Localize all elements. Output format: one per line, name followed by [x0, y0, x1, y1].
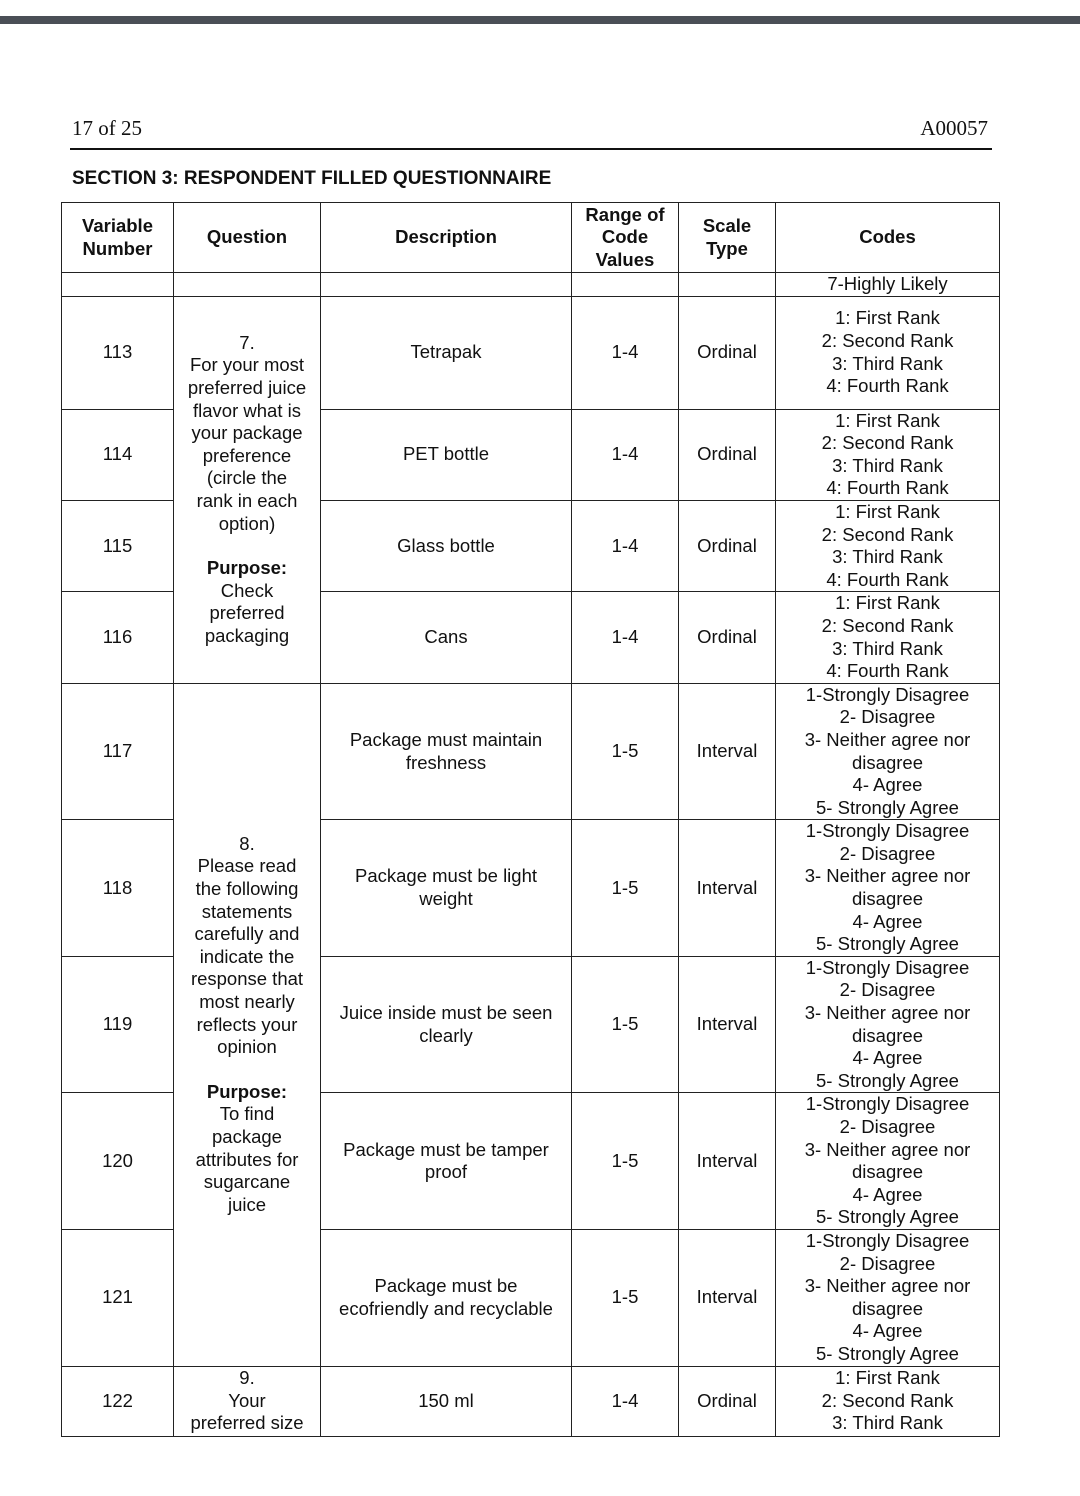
table-row — [62, 296, 1000, 409]
variable-number: 113 — [62, 296, 174, 409]
codes-cell: 1: First Rank 2: Second Rank 3: Third Rank 4: Fourth Rank — [776, 592, 1000, 683]
description: Package must be tamper proof — [321, 1093, 572, 1230]
codes-cell: 1-Strongly Disagree 2- Disagree 3- Neither agree nor disagree 4- Agree 5- Strongly Agree — [776, 820, 1000, 957]
scale-type: Ordinal — [679, 1366, 776, 1436]
code-range: 1-5 — [572, 956, 679, 1093]
codes-cell: 1-Strongly Disagree 2- Disagree 3- Neither agree nor disagree 4- Agree 5- Strongly Agree — [776, 1229, 1000, 1366]
col-header-scale-type: Scale Type — [679, 203, 776, 273]
table-row — [62, 1366, 1000, 1436]
codes-cell: 1-Strongly Disagree 2- Disagree 3- Neither agree nor disagree 4- Agree 5- Strongly Agree — [776, 1093, 1000, 1230]
scale-type: Interval — [679, 1229, 776, 1366]
code-range: 1-5 — [572, 1229, 679, 1366]
description: 150 ml — [321, 1366, 572, 1436]
code-range: 1-5 — [572, 1093, 679, 1230]
col-header-range: Range of Code Values — [572, 203, 679, 273]
question-9-cell: 9. Your preferred size — [174, 1366, 321, 1436]
variable-number: 114 — [62, 409, 174, 500]
col-header-description: Description — [321, 203, 572, 273]
scale-type: Interval — [679, 683, 776, 820]
table-row-continuation — [62, 273, 1000, 297]
document-id: A00057 — [920, 116, 988, 140]
description: Glass bottle — [321, 500, 572, 591]
codes-cell: 1-Strongly Disagree 2- Disagree 3- Neither agree nor disagree 4- Agree 5- Strongly Agree — [776, 956, 1000, 1093]
description: PET bottle — [321, 409, 572, 500]
codes-cell: 1: First Rank 2: Second Rank 3: Third Rank 4: Fourth Rank — [776, 409, 1000, 500]
codes-cell: 1: First Rank 2: Second Rank 3: Third Rank 4: Fourth Rank — [776, 296, 1000, 409]
section-title: SECTION 3: RESPONDENT FILLED QUESTIONNAIRE — [72, 168, 552, 189]
description: Package must be ecofriendly and recyclable — [321, 1229, 572, 1366]
col-header-question: Question — [174, 203, 321, 273]
variable-number: 117 — [62, 683, 174, 820]
code-range: 1-4 — [572, 1366, 679, 1436]
table-row — [62, 683, 1000, 820]
code-range: 1-4 — [572, 296, 679, 409]
col-header-codes: Codes — [776, 203, 1000, 273]
page-number: 17 of 25 — [72, 116, 142, 140]
codes-cell: 1: First Rank 2: Second Rank 3: Third Rank 4: Fourth Rank — [776, 500, 1000, 591]
variable-number: 115 — [62, 500, 174, 591]
scale-type: Interval — [679, 1093, 776, 1230]
scale-type: Ordinal — [679, 592, 776, 683]
scale-type: Interval — [679, 820, 776, 957]
variable-number: 118 — [62, 820, 174, 957]
scale-type: Interval — [679, 956, 776, 1093]
description: Package must be light weight — [321, 820, 572, 957]
codes-cell: 7-Highly Likely — [776, 273, 1000, 297]
code-range: 1-5 — [572, 820, 679, 957]
scale-type: Ordinal — [679, 296, 776, 409]
scale-type: Ordinal — [679, 409, 776, 500]
questionnaire-table — [61, 202, 1000, 1437]
variable-number: 120 — [62, 1093, 174, 1230]
codes-cell: 1: First Rank 2: Second Rank 3: Third Rank — [776, 1366, 1000, 1436]
codes-cell: 1-Strongly Disagree 2- Disagree 3- Neither agree nor disagree 4- Agree 5- Strongly Agree — [776, 683, 1000, 820]
variable-number: 121 — [62, 1229, 174, 1366]
description: Tetrapak — [321, 296, 572, 409]
code-range: 1-4 — [572, 592, 679, 683]
code-range: 1-5 — [572, 683, 679, 820]
table-header-row — [62, 203, 1000, 273]
scale-type: Ordinal — [679, 500, 776, 591]
description: Package must maintain freshness — [321, 683, 572, 820]
variable-number: 119 — [62, 956, 174, 1093]
page-header — [70, 114, 992, 150]
question-7-cell: 7. For your most preferred juice flavor what is your package preference (circle the rank in each option) Purpose: Check preferred packaging — [174, 296, 321, 683]
question-8-cell: 8. Please read the following statements carefully and indicate the response that most nearly reflects your opinion Purpose: To find package attributes for sugarcane juice — [174, 683, 321, 1366]
code-range: 1-4 — [572, 500, 679, 591]
variable-number: 122 — [62, 1366, 174, 1436]
col-header-variable-number: Variable Number — [62, 203, 174, 273]
description: Cans — [321, 592, 572, 683]
top-bar — [0, 16, 1080, 24]
description: Juice inside must be seen clearly — [321, 956, 572, 1093]
code-range: 1-4 — [572, 409, 679, 500]
variable-number: 116 — [62, 592, 174, 683]
